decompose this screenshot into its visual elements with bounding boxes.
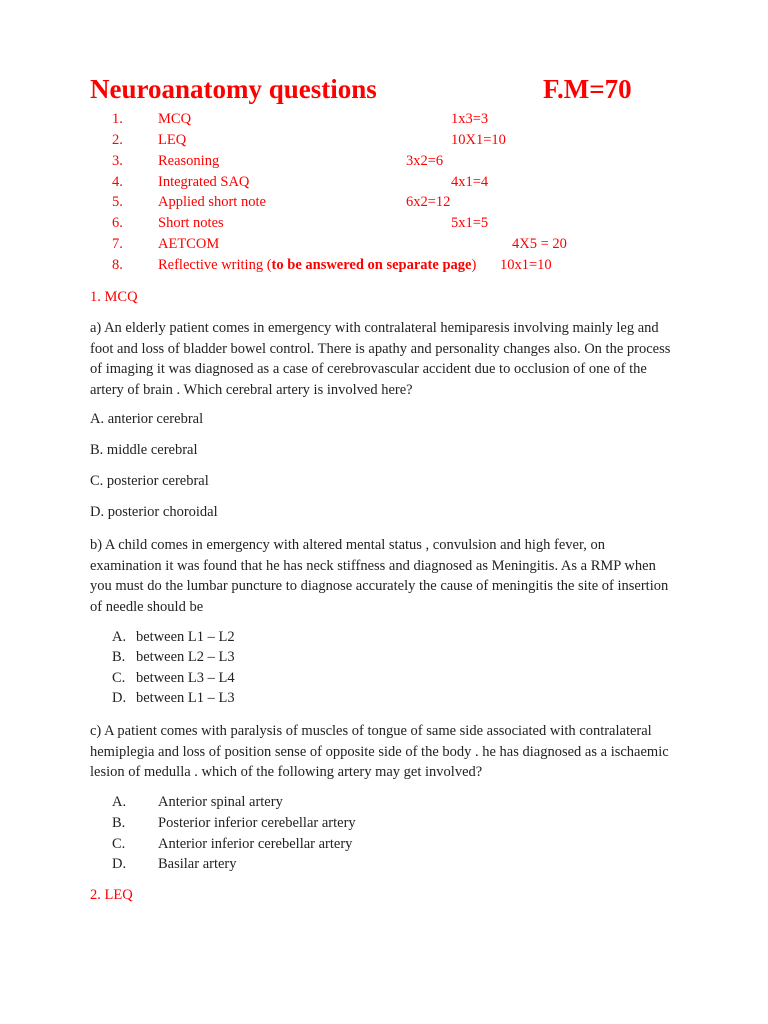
item-number: 5.	[112, 194, 123, 210]
item-label-suffix: )	[471, 257, 477, 273]
option-text: Anterior inferior cerebellar artery	[158, 836, 353, 852]
option-text: between L3 – L4	[136, 670, 235, 686]
item-marks: 4x1=4	[451, 174, 489, 190]
item-marks: 4X5 = 20	[512, 236, 567, 252]
option-text: Basilar artery	[158, 856, 237, 872]
item-marks: 10X1=10	[451, 132, 506, 148]
item-marks: 6x2=12	[406, 194, 451, 210]
option-letter: B.	[112, 815, 126, 831]
question-a-text: a) An elderly patient comes in emergency with contralateral hemiparesis involving mainly leg and foot and loss of bladder bowel control. There is apathy and personality changes also. On the process of imaging it was diagnosed as a case of cerebrovascular accident due to occlusion of one of the artery of brain . Which cerebral artery is involved here?	[90, 320, 671, 398]
option-letter: B.	[112, 649, 126, 665]
section-heading-mcq: 1. MCQ	[90, 289, 138, 305]
item-label: Short notes	[158, 215, 224, 231]
option-text: between L1 – L2	[136, 629, 235, 645]
item-number: 6.	[112, 215, 123, 231]
item-label: Applied short note	[158, 194, 266, 210]
option-text: between L2 – L3	[136, 649, 235, 665]
item-marks: 5x1=5	[451, 215, 489, 231]
question-a-option: C. posterior cerebral	[90, 473, 209, 489]
item-number: 2.	[112, 132, 123, 148]
item-number: 3.	[112, 153, 123, 169]
question-a-option: B. middle cerebral	[90, 442, 198, 458]
item-marks: 3x2=6	[406, 153, 444, 169]
item-label: Reasoning	[158, 153, 220, 169]
item-marks: 10x1=10	[500, 257, 552, 273]
item-label: Integrated SAQ	[158, 174, 250, 190]
item-label: LEQ	[158, 132, 187, 148]
item-label: MCQ	[158, 111, 192, 127]
question-a-option: D. posterior choroidal	[90, 504, 218, 520]
question-b-text: b) A child comes in emergency with altered mental status , convulsion and high fever, on examination it was found that he has neck stiffness and diagnosed as Meningitis. As a RMP when you must do the lumbar puncture to diagnose accurately the cause of meningitis the site of insertion of needle should be	[90, 537, 669, 615]
option-letter: D.	[112, 690, 127, 706]
option-letter: C.	[112, 670, 126, 686]
item-label: AETCOM	[158, 236, 220, 252]
paper-title: Neuroanatomy questions	[90, 74, 377, 104]
option-letter: C.	[112, 836, 126, 852]
item-label-bold-note: to be answered on separate page	[271, 257, 472, 273]
option-letter: A.	[112, 794, 127, 810]
item-label	[158, 257, 476, 274]
section-heading-leq: 2. LEQ	[90, 887, 133, 903]
option-letter: A.	[112, 629, 127, 645]
question-c-text: c) A patient comes with paralysis of muscles of tongue of same side associated with contralateral hemiplegia and loss of position sense of opposite side of the body . he has diagnosed as a ischaemic lesion of medulla . which of the following artery may get involved?	[90, 723, 669, 781]
item-label-prefix: Reflective writing (	[158, 257, 272, 273]
option-letter: D.	[112, 856, 127, 872]
option-text: Posterior inferior cerebellar artery	[158, 815, 356, 831]
item-number: 7.	[112, 236, 123, 252]
item-number: 4.	[112, 174, 123, 190]
item-number: 1.	[112, 111, 123, 127]
option-text: Anterior spinal artery	[158, 794, 283, 810]
item-number: 8.	[112, 257, 123, 273]
item-marks: 1x3=3	[451, 111, 489, 127]
question-a-option: A. anterior cerebral	[90, 411, 204, 427]
full-marks: F.M=70	[543, 74, 632, 104]
option-text: between L1 – L3	[136, 690, 235, 706]
